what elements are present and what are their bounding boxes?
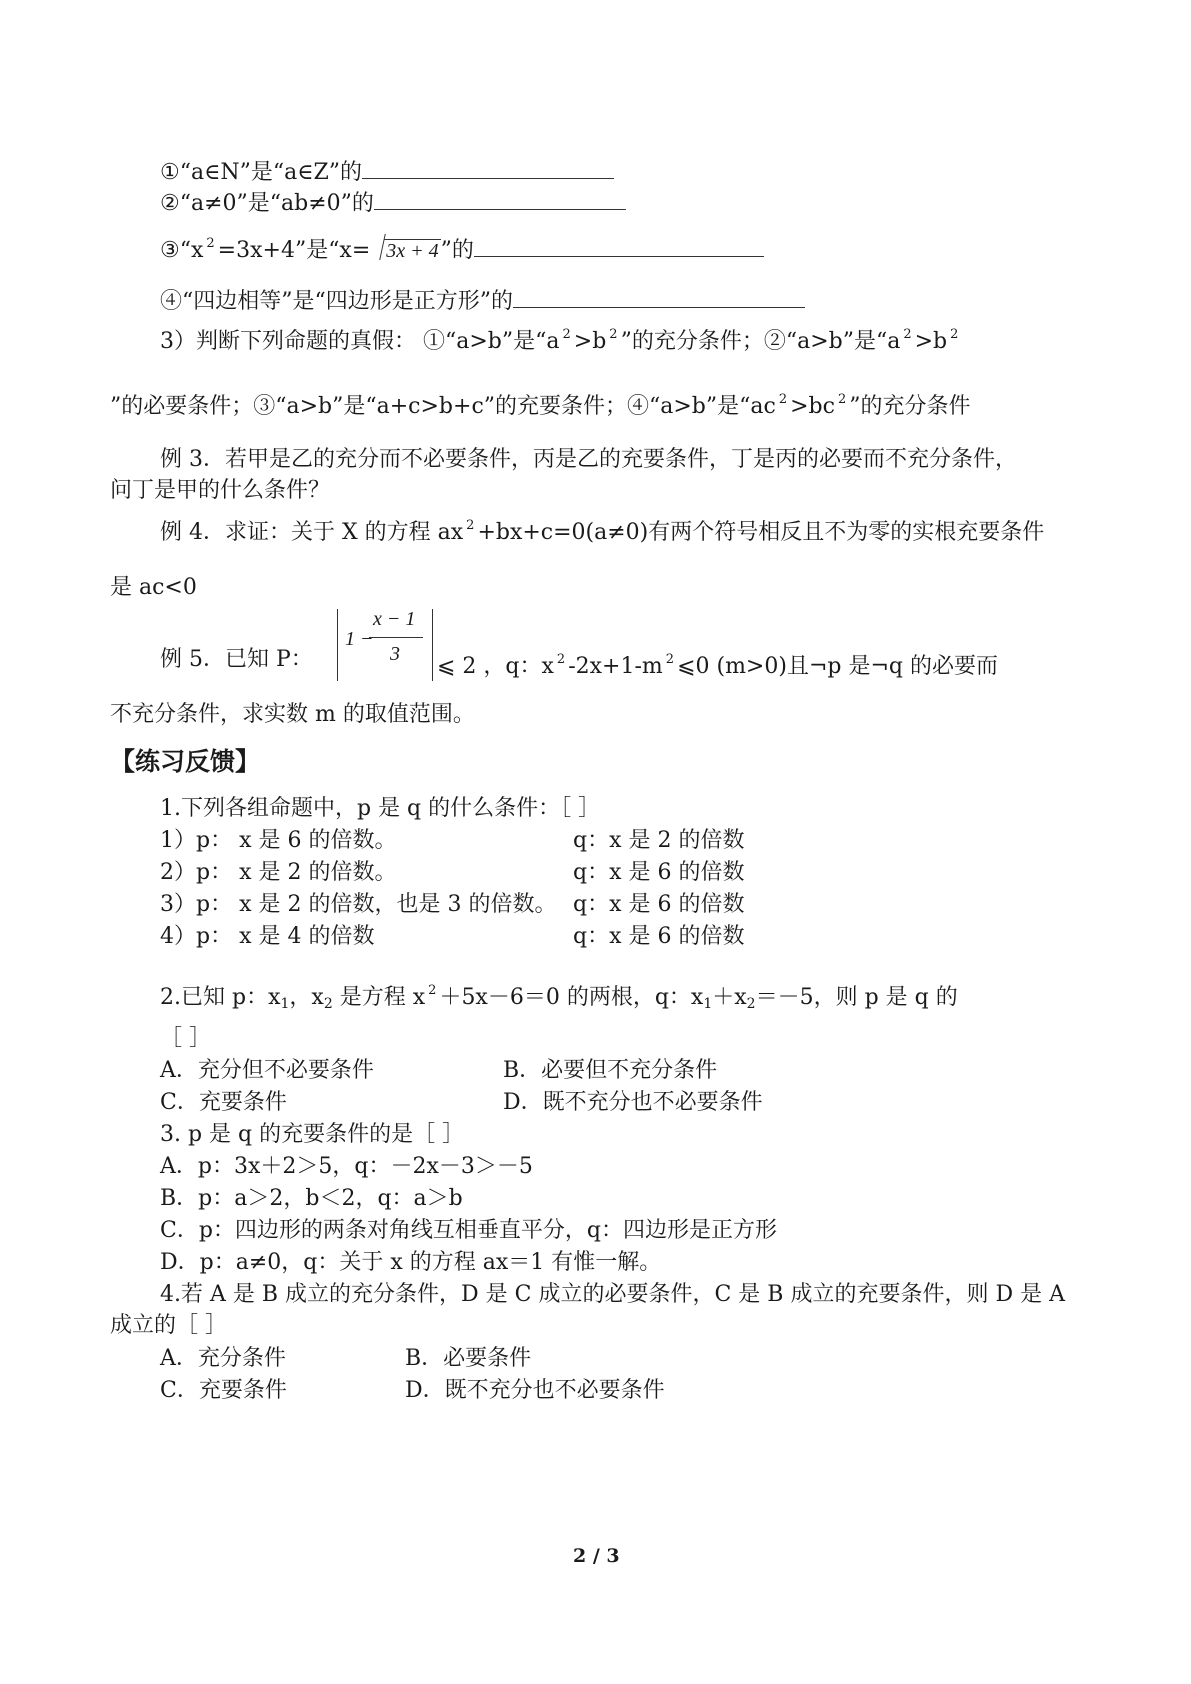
- fraction-denominator: 3: [390, 643, 400, 665]
- option-c: C．充要条件: [160, 1378, 287, 1403]
- practice-1-row-p: 2）p： x 是 2 的倍数。: [160, 860, 397, 885]
- example-3-line-1: 例 3．若甲是乙的充分而不必要条件，丙是乙的充要条件，丁是丙的必要而不充分条件，: [160, 447, 1017, 472]
- fraction-bar: [369, 637, 423, 638]
- option-d: D．既不充分也不必要条件: [405, 1378, 665, 1403]
- answer-blank[interactable]: [474, 234, 764, 257]
- answer-blank[interactable]: [362, 156, 614, 179]
- practice-1-row-q: q：x 是 2 的倍数: [573, 828, 745, 853]
- practice-4-line-1: 4.若 A 是 B 成立的充分条件，D 是 C 成立的必要条件，C 是 B 成立的充要条件，则 D 是 A: [160, 1282, 1065, 1307]
- practice-4-line-2: 成立的［ ］: [110, 1313, 227, 1338]
- option-b: B．p：a＞2，b＜2，q：a＞b: [160, 1186, 463, 1211]
- option-a: A．充分但不必要条件: [160, 1058, 374, 1083]
- option-b: B．必要但不充分条件: [503, 1058, 718, 1083]
- practice-3-title: 3. p 是 q 的充要条件的是［ ］: [160, 1122, 465, 1147]
- option-c: C．充要条件: [160, 1090, 287, 1115]
- example-5-condition: ⩽ 2 ，q：x $^2$ -2x+1-m $^2$ ⩽0 (m>0)且¬p 是¬q 的必要而: [437, 652, 998, 679]
- practice-1-row-p: 4）p： x 是 4 的倍数: [160, 924, 375, 949]
- q3-line-2: ”的必要条件；③“a>b”是“a+c>b+c”的充要条件；④“a>b”是“ac $^2$ >bc $^2$ ”的充分条件: [110, 392, 971, 419]
- option-a: A．p：3x＋2＞5，q：－2x－3＞－5: [160, 1154, 533, 1179]
- fraction-left: 1 −: [345, 628, 374, 650]
- sqrt-expression: 3x + 4: [370, 236, 440, 266]
- practice-1-row-p: 1）p： x 是 6 的倍数。: [160, 828, 397, 853]
- option-d: D．既不充分也不必要条件: [503, 1090, 763, 1115]
- option-c: C．p：四边形的两条对角线互相垂直平分，q：四边形是正方形: [160, 1218, 778, 1243]
- fraction-numerator: x − 1: [373, 608, 416, 630]
- practice-2-stem: 2.已知 p：$x_1$，$x_2$ 是方程 x $^2$ ＋5x－6＝0 的两根，q：$x_1+x_2=-5$，则 p 是 q 的: [160, 983, 958, 1012]
- option-b: B．必要条件: [405, 1346, 532, 1371]
- q2-item-4: ④“四边相等”是“四边形是正方形”的: [160, 285, 805, 317]
- example-5-line-2: 不充分条件，求实数 m 的取值范围。: [110, 702, 475, 727]
- option-a: A．充分条件: [160, 1346, 286, 1371]
- answer-blank[interactable]: [374, 187, 626, 210]
- example-4-line-2: 是 ac<0: [110, 575, 197, 600]
- section-heading: 【练习反馈】: [110, 747, 261, 776]
- practice-2-bracket: ［ ］: [160, 1026, 211, 1051]
- answer-blank[interactable]: [513, 285, 805, 308]
- practice-1-row-q: q：x 是 6 的倍数: [573, 860, 745, 885]
- q2-item-3: ③“x $^2$ =3x+4”是“x= 3x + 4”的: [160, 229, 764, 266]
- q2-item-1: ①“a∈N”是“a∈Z”的: [160, 156, 614, 188]
- practice-1-row-p: 3）p： x 是 2 的倍数，也是 3 的倍数。: [160, 892, 557, 917]
- q2-item-2: ②“a≠0”是“ab≠0”的: [160, 187, 626, 219]
- page-number: 2 / 3: [573, 1545, 620, 1567]
- example-5-prefix: 例 5．已知 P：: [160, 647, 313, 672]
- practice-1-row-q: q：x 是 6 的倍数: [573, 892, 745, 917]
- example-4-line-1: 例 4．求证：关于 X 的方程 ax $^2$ +bx+c=0(a≠0)有两个符号相反且不为零的实根充要条件: [160, 518, 1045, 545]
- practice-1-title: 1.下列各组命题中，p 是 q 的什么条件：［ ］: [160, 796, 601, 821]
- practice-1-row-q: q：x 是 6 的倍数: [573, 924, 745, 949]
- q3-line-1: 3）判断下列命题的真假： ①“a>b”是“a $^2$ >b $^2$ ”的充分条件；②“a>b”是“a $^2$ >b $^2$: [160, 327, 959, 354]
- option-d: D．p：a≠0，q：关于 x 的方程 ax＝1 有惟一解。: [160, 1250, 662, 1275]
- example-3-line-2: 问丁是甲的什么条件？: [110, 478, 331, 503]
